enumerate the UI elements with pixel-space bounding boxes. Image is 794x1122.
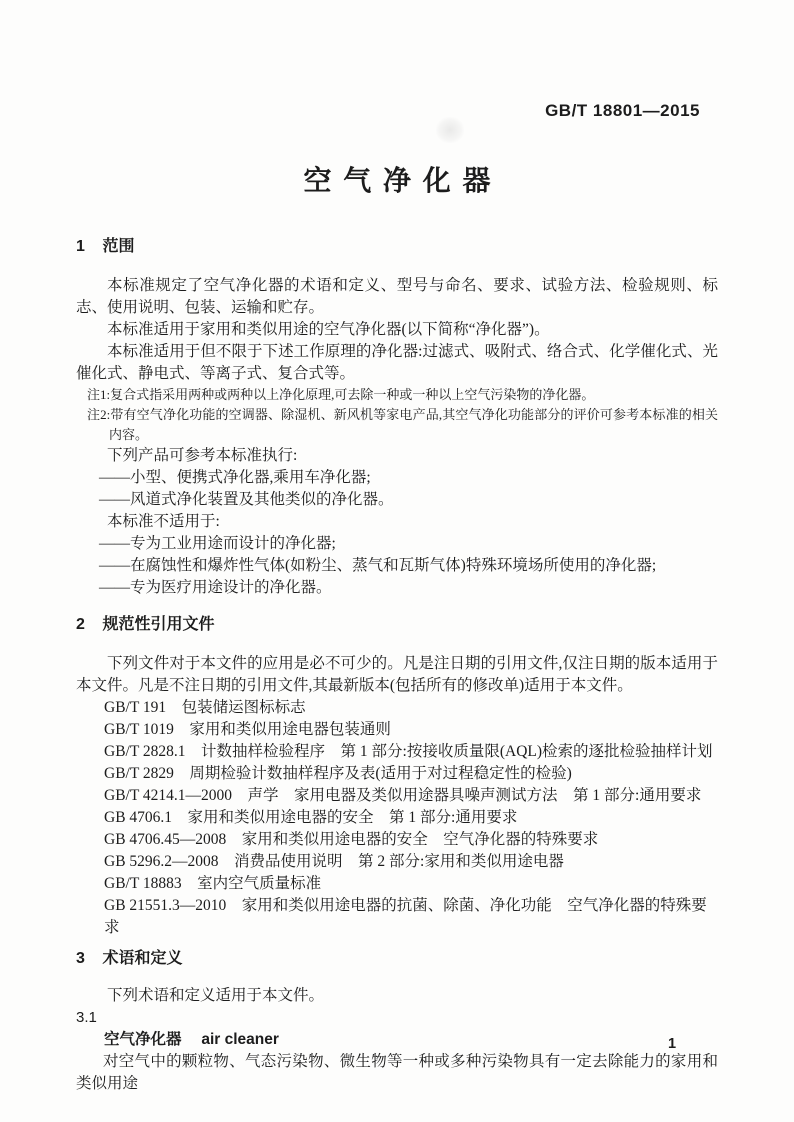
scope-note: 注1:复合式指采用两种或两种以上净化原理,可去除一种或一种以上空气污染物的净化器。 — [87, 387, 595, 402]
section-number: 1 — [76, 238, 85, 255]
term-name — [76, 1029, 718, 1051]
section-number: 3 — [76, 950, 85, 967]
reference-item: GB 4706.1 家用和类似用途电器的安全 第 1 部分:通用要求 — [104, 809, 518, 826]
reference-item: GB/T 191 包装储运图标标志 — [104, 699, 306, 716]
document-title-text: 空气净化器 — [303, 165, 503, 196]
scope-ref-products-intro: 下列产品可参考本标准执行: — [107, 447, 298, 464]
reference-item: GB/T 2829 周期检验计数抽样程序及表(适用于对过程稳定性的检验) — [104, 765, 572, 782]
section-title: 规范性引用文件 — [102, 616, 215, 633]
section-heading-terms — [76, 949, 718, 969]
scope-not-applicable-intro: 本标准不适用于: — [107, 513, 220, 530]
terms-intro: 下列术语和定义适用于本文件。 — [107, 987, 325, 1004]
scope-list-item: ——风道式净化装置及其他类似的净化器。 — [99, 491, 394, 508]
scope-paragraph: 本标准适用于家用和类似用途的空气净化器(以下简称“净化器”)。 — [107, 321, 550, 338]
page-number: 1 — [668, 1036, 677, 1052]
standard-number: GB/T 18801—2015 — [545, 101, 700, 120]
scope-paragraph: 本标准适用于但不限于下述工作原理的净化器:过滤式、吸附式、络合式、化学催化式、光催化式、静电式、等离子式、复合式等。 — [76, 343, 718, 382]
reference-item: GB/T 2828.1 计数抽样检验程序 第 1 部分:按接收质量限(AQL)检索的逐批检验抽样计划 — [104, 743, 713, 760]
document-title — [76, 166, 718, 201]
scope-list-item: ——专为工业用途而设计的净化器; — [99, 535, 336, 552]
reference-item: GB 5296.2—2008 消费品使用说明 第 2 部分:家用和类似用途电器 — [104, 853, 564, 870]
reference-item: GB 21551.3—2010 家用和类似用途电器的抗菌、除菌、净化功能 空气净化器的特殊要求 — [104, 897, 707, 936]
reference-item: GB 4706.45—2008 家用和类似用途电器的安全 空气净化器的特殊要求 — [104, 831, 599, 848]
section-heading-scope — [76, 237, 718, 257]
reference-item: GB/T 18883 室内空气质量标准 — [104, 875, 322, 892]
section-number: 2 — [76, 616, 85, 633]
scope-list-item: ——小型、便携式净化器,乘用车净化器; — [99, 469, 371, 486]
scope-note: 注2:带有空气净化功能的空调器、除湿机、新风机等家电产品,其空气净化功能部分的评价可参考本标准的相关内容。 — [87, 407, 718, 442]
scope-list-item: ——专为医疗用途设计的净化器。 — [99, 579, 332, 596]
reference-item: GB/T 4214.1—2000 声学 家用电器及类似用途器具噪声测试方法 第 1 部分:通用要求 — [104, 787, 702, 804]
section-title: 范围 — [102, 238, 135, 255]
scope-list-item: ——在腐蚀性和爆炸性气体(如粉尘、蒸气和瓦斯气体)特殊环境场所使用的净化器; — [99, 557, 657, 574]
scope-paragraph: 本标准规定了空气净化器的术语和定义、型号与命名、要求、试验方法、检验规则、标志、使用说明、包装、运输和贮存。 — [76, 277, 718, 316]
section-title: 术语和定义 — [102, 950, 183, 967]
term-number: 3.1 — [76, 1009, 97, 1026]
reference-item: GB/T 1019 家用和类似用途电器包装通则 — [104, 721, 391, 738]
term-name-en: air cleaner — [201, 1031, 279, 1048]
term-name-zh: 空气净化器 — [104, 1031, 182, 1048]
references-intro: 下列文件对于本文件的应用是必不可少的。凡是注日期的引用文件,仅注日期的版本适用于本文件。凡是不注日期的引用文件,其最新版本(包括所有的修改单)适用于本文件。 — [76, 655, 718, 694]
section-heading-normative-references — [76, 615, 718, 635]
term-definition: 对空气中的颗粒物、气态污染物、微生物等一种或多种污染物具有一定去除能力的家用和类似用途 — [76, 1053, 718, 1092]
